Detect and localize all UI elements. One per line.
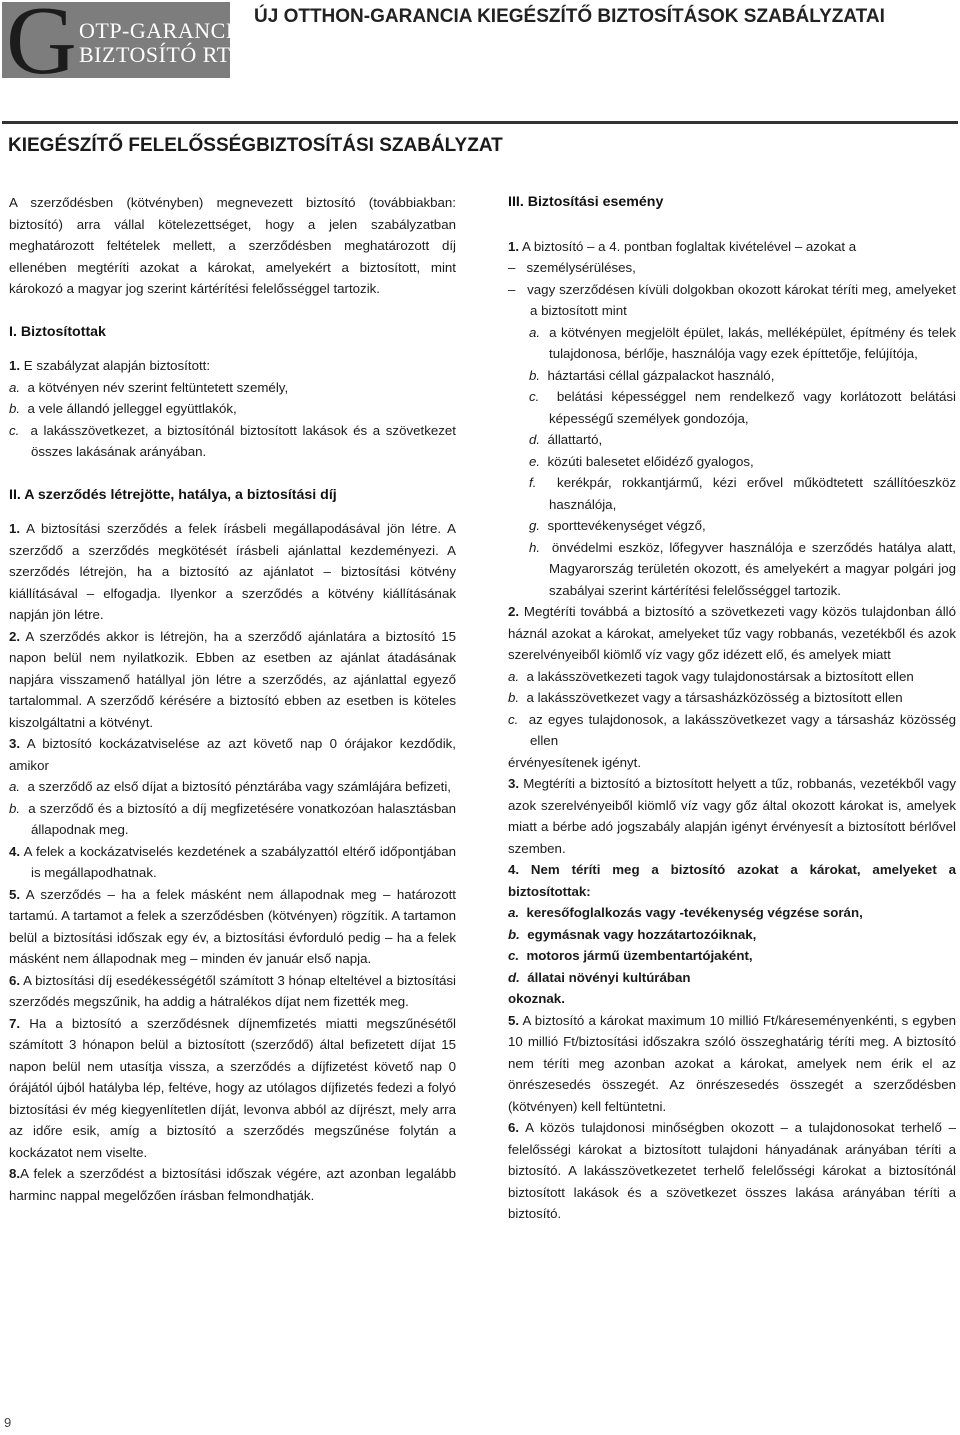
list-item: c. belátási képességgel nem rendelkező vagy korlátozott belátási képességű személyek gondozója,: [529, 389, 956, 426]
s3-paragraph-2: 2. Megtéríti továbbá a biztosító a szövetkezeti vagy közös tulajdonban álló háznál azokat a károkat, amelyeket tűz vagy robbanás, vezetékből és azok szerelvényeiből kiömlő víz vagy gőz idézett elő, és amelyek miatt: [508, 604, 956, 662]
s2-paragraph-4: 4. A felek a kockázatviselés kezdetének a szabályzattól eltérő időpontjában is megállapodhatnak.: [9, 843, 456, 880]
s3-item-list: [508, 322, 956, 602]
header-divider: [2, 121, 958, 124]
section-2-heading: II. A szerződés létrejötte, hatálya, a biztosítási díj: [9, 486, 337, 503]
section-3-heading: III. Biztosítási esemény: [508, 194, 664, 210]
s3-paragraph-3: 3. Megtéríti a biztosító a biztosított helyett a tűz, robbanás, vezetékből vagy azok szerelvényeiből kiömlő víz vagy gőz által okozott károkat is, amelyek miatt a bérbe adó jogszabály alapján igényt érvényesít a biztosított bérlővel szemben.: [508, 776, 956, 856]
page-title: KIEGÉSZÍTŐ FELELŐSSÉGBIZTOSÍTÁSI SZABÁLYZAT: [8, 135, 503, 156]
logo-line2: BIZTOSÍTÓ RT.: [79, 42, 235, 67]
s3-item-2b: b. a lakásszövetkezet vagy a társasházközösség a biztosított ellen: [508, 690, 903, 705]
s2-paragraph-2: 2. A szerződés akkor is létrejön, ha a szerződő ajánlatára a biztosító 15 napon belül nem nyilatkozik. Ebben az esetben az ajánlat átadásának napjára visszamenő hatállyal jön létre a szerződés, az ajánlattal egyező tartalommal. A szerződő kérésére a biztosító ebben az esetben is köteles kiszolgáltatni a kötvényt.: [9, 628, 456, 730]
s3-item-4c: c. motoros jármű üzembentartójaként,: [508, 948, 753, 963]
section-1-heading: I. Biztosítottak: [9, 323, 106, 340]
right-column: [508, 192, 956, 1225]
s2-item-3b: b. a szerződő és a biztosító a díj megfizetésére vonatkozóan halasztásban állapodnak meg.: [9, 800, 457, 837]
list-item: b. háztartási céllal gázpalackot használó,: [529, 367, 775, 383]
list-item: e. közúti balesetet előidéző gyalogos,: [529, 453, 754, 469]
s3-item-2c: c. az egyes tulajdonosok, a lakásszövetkezet vagy a társasház közösség ellen: [508, 711, 956, 748]
intro-paragraph: A szerződésben (kötvényben) megnevezett biztosító (továbbiakban: biztosító) arra vállal kötelezettséget, hogy a jelen szabályzatban meghatározott feltételek mellett, a szerződésben meghatározott díj ellenében megtéríti azokat a károkat, amelyekért a biztosított, mint károkozó a magyar jog szerint kártérítési felelősséggel tartozik.: [9, 195, 456, 296]
s3-paragraph-5: 5. A biztosító a károkat maximum 10 millió Ft/káreseményenkénti, s egyben 10 millió Ft/biztosítási időszakra szóló összeghatárig téríti meg. A biztosító nem téríti meg azonban azokat a károkat, amelyek nem érik el az önrészesedés összegét. Az önrészesedés összegét a szerződésben (kötvényen) kell feltüntetni.: [508, 1012, 956, 1114]
list-item: h. önvédelmi eszköz, lőfegyver használója e szerződés hatálya alatt, Magyarország területén okozott, és amelyekért a magyar polgári jog szabályai szerint kártérítési felelősséggel tartozik.: [529, 539, 957, 598]
s2-paragraph-7: 7. Ha a biztosító a szerződésnek díjnemfizetés miatti megszűnésétől számított 3 hónapon belül a biztosított (szerződő) által befizetett díjat 15 napon belül nem utasítja vissza, a szerződés a díjfizetést követő nap 0 órájától újból hatályba lép, feltéve, hogy az utólagos díjfizetés fedezi a folyó biztosítási év még kiegyenlítetlen díját, levonva abból az díjrészt, mely arra az időre esik, amíg a biztosító a szerződés megszűnése folytán a kockázatot nem viselte.: [9, 1015, 456, 1160]
s1-item-c: c. a lakásszövetkezet, a biztosítónál biztosított lakások és a szövetkezet összes lakásának arányában.: [9, 422, 456, 459]
s3-paragraph-4-end: okoznak.: [508, 991, 565, 1006]
s3-paragraph-4-heading: 4. Nem téríti meg a biztosító azokat a károkat, amelyeket a biztosítottak:: [508, 862, 956, 899]
s1-item-b: b. a vele állandó jelleggel együttlakók,: [9, 401, 237, 416]
page-number: 9: [4, 1415, 12, 1430]
s3-item-4a: a. keresőfoglalkozás vagy -tevékenység végzése során,: [508, 905, 863, 920]
s1-item-a: a. a kötvényen név szerint feltüntetett személy,: [9, 379, 289, 395]
s1-paragraph-1: 1. E szabályzat alapján biztosított:: [9, 358, 211, 373]
s3-paragraph-2-end: érvényesítenek igényt.: [508, 754, 642, 770]
s2-paragraph-3: 3. A biztosító kockázatviselése az azt követő nap 0 órájakor kezdődik, amikor: [9, 736, 456, 773]
s3-item-4d: d. állatai növényi kultúrában: [508, 969, 691, 985]
s2-paragraph-8: 8.A felek a szerződést a biztosítási időszak végére, azt azonban legalább harminc nappal megelőzően írásban felmondhatják.: [9, 1166, 456, 1203]
s3-dash-2: – vagy szerződésen kívüli dolgokban okozott károkat téríti meg, amelyeket a biztosított mint: [508, 281, 956, 318]
document-header-title: ÚJ OTTHON-GARANCIA KIEGÉSZÍTŐ BIZTOSÍTÁSOK SZABÁLYZATAI: [254, 6, 885, 27]
s3-paragraph-1: 1. A biztosító – a 4. pontban foglaltak kivételével – azokat a: [508, 238, 857, 254]
company-logo: [2, 0, 250, 95]
s2-paragraph-5: 5. A szerződés – ha a felek másként nem állapodnak meg – határozott tartamú. A tartamot a felek a szerződésben (kötvényen) rögzítik. A tartamon belül a biztosítási időszak egy év, a biztosítási évforduló pedig – ha a felek másként nem állapodnak meg – minden év január első napja.: [9, 886, 456, 966]
list-item: a. a kötvényen megjelölt épület, lakás, melléképület, építmény és telek tulajdonosa, bérlője, használója vagy ezek építtetője, felújítója,: [529, 324, 957, 361]
s2-item-3a: a. a szerződő az első díjat a biztosító pénztárába vagy számlájára befizeti,: [9, 779, 451, 794]
logo-letter: G: [6, 0, 77, 95]
list-item: f. kerékpár, rokkantjármű, kézi erővel működtetett szállítóeszköz használója,: [529, 475, 957, 512]
s2-paragraph-1: 1. A biztosítási szerződés a felek írásbeli megállapodásával jön létre. A szerződő a szerződés megkötését írásbeli ajánlattal kezdeményezi. A szerződés létrejön, ha a biztosító az ajánlatot – biztosítási kötvény kiállításával – elfogadja. Ilyenkor a szerződés a kötvény kiállításának napján jön létre.: [9, 521, 456, 622]
s3-item-4b: b. egymásnak vagy hozzátartozóiknak,: [508, 926, 757, 942]
list-item: g. sporttevékenységet végző,: [529, 518, 706, 533]
list-item: d. állattartó,: [529, 432, 603, 447]
s3-item-2a: a. a lakásszövetkezeti tagok vagy tulajdonostársak a biztosított ellen: [508, 668, 914, 684]
s3-dash-1: – személysérüléses,: [508, 260, 636, 275]
s2-paragraph-6: 6. A biztosítási díj esedékességétől számított 3 hónap elteltével a biztosítási szerződés megszűnik, ha addig a hátralékos díjat nem fizették meg.: [9, 972, 456, 1009]
logo-line1: OTP-GARANCIA: [79, 18, 250, 43]
left-column: [9, 192, 456, 1206]
s3-paragraph-6: 6. A közös tulajdonosi minőségben okozott – a tulajdonosokat terhelő – felelősségi károkat a biztosított tulajdoni hányadának arányában téríti a biztosító. A lakásszövetkezetet terhelő felelősségi károkat a biztosítónál biztosított lakások és a szövetkezet összes lakása arányában téríti a biztosító.: [508, 1120, 956, 1221]
